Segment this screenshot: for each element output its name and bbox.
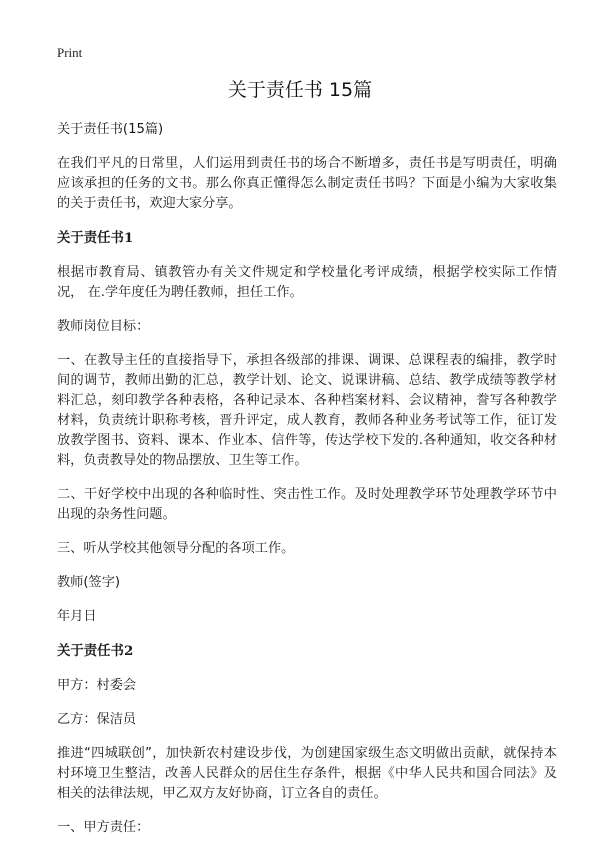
- intro-paragraph: 在我们平凡的日常里，人们运用到责任书的场合不断增多，责任书是写明责任，明确应该承担的任务的文书。那么你真正懂得怎么制定责任书吗？下面是小编为大家收集的关于责任书，欢迎大家分享。: [57, 156, 557, 211]
- paragraph: 一、甲方责任：: [57, 820, 150, 835]
- paragraph: 二、干好学校中出现的各种临时性、突击性工作。及时处理教学环节处理教学环节中出现的杂务性问题。: [57, 487, 557, 522]
- party-b-line: 乙方：保洁员: [57, 712, 137, 727]
- document-subtitle: 关于责任书(15篇): [57, 122, 164, 137]
- paragraph: 三、听从学校其他领导分配的各项工作。: [57, 541, 295, 556]
- signature-line: 教师(签字): [57, 575, 121, 590]
- document-body: [57, 120, 557, 852]
- paragraph: 根据市教育局、镇教管办有关文件规定和学校量化考评成绩，根据学校实际工作情况， 在.学年度任为聘任教师，担任工作。: [57, 265, 557, 300]
- section-heading: 关于责任书2: [57, 643, 134, 659]
- paragraph: 一、在教导主任的直接指导下，承担各级部的排课、调课、总课程表的编排，教学时间的调节，教师出勤的汇总，教学计划、论文、说课讲稿、总结、教学成绩等教学材料汇总，刻印教学各种表格，各种记录本、各种档案材料、会议精神，誊写各种教学材料，负责统计职称考核，晋升评定，成人教育，教师各种业务考试等工作，征订发放教学图书、资料、课本、作业本、信件等，传达学校下发的.各种通知，收交各种材料，负责教导处的物品摆放、卫生等工作。: [57, 353, 557, 468]
- paragraph: 推进“四城联创”，加快新农村建设步伐，为创建国家级生态文明做出贡献，就保持本村环境卫生整洁，改善人民群众的居住生存条件，根据《中华人民共和国合同法》及相关的法律法规，甲乙双方友好协商，订立各自的责任。: [57, 746, 557, 801]
- print-label: Print: [57, 45, 83, 60]
- party-a-line: 甲方：村委会: [57, 678, 137, 693]
- paragraph: 教师岗位目标：: [57, 319, 150, 334]
- document-title: 关于责任书 15篇: [227, 79, 373, 101]
- section-heading: 关于责任书1: [57, 230, 134, 246]
- date-line: 年月日: [57, 609, 97, 624]
